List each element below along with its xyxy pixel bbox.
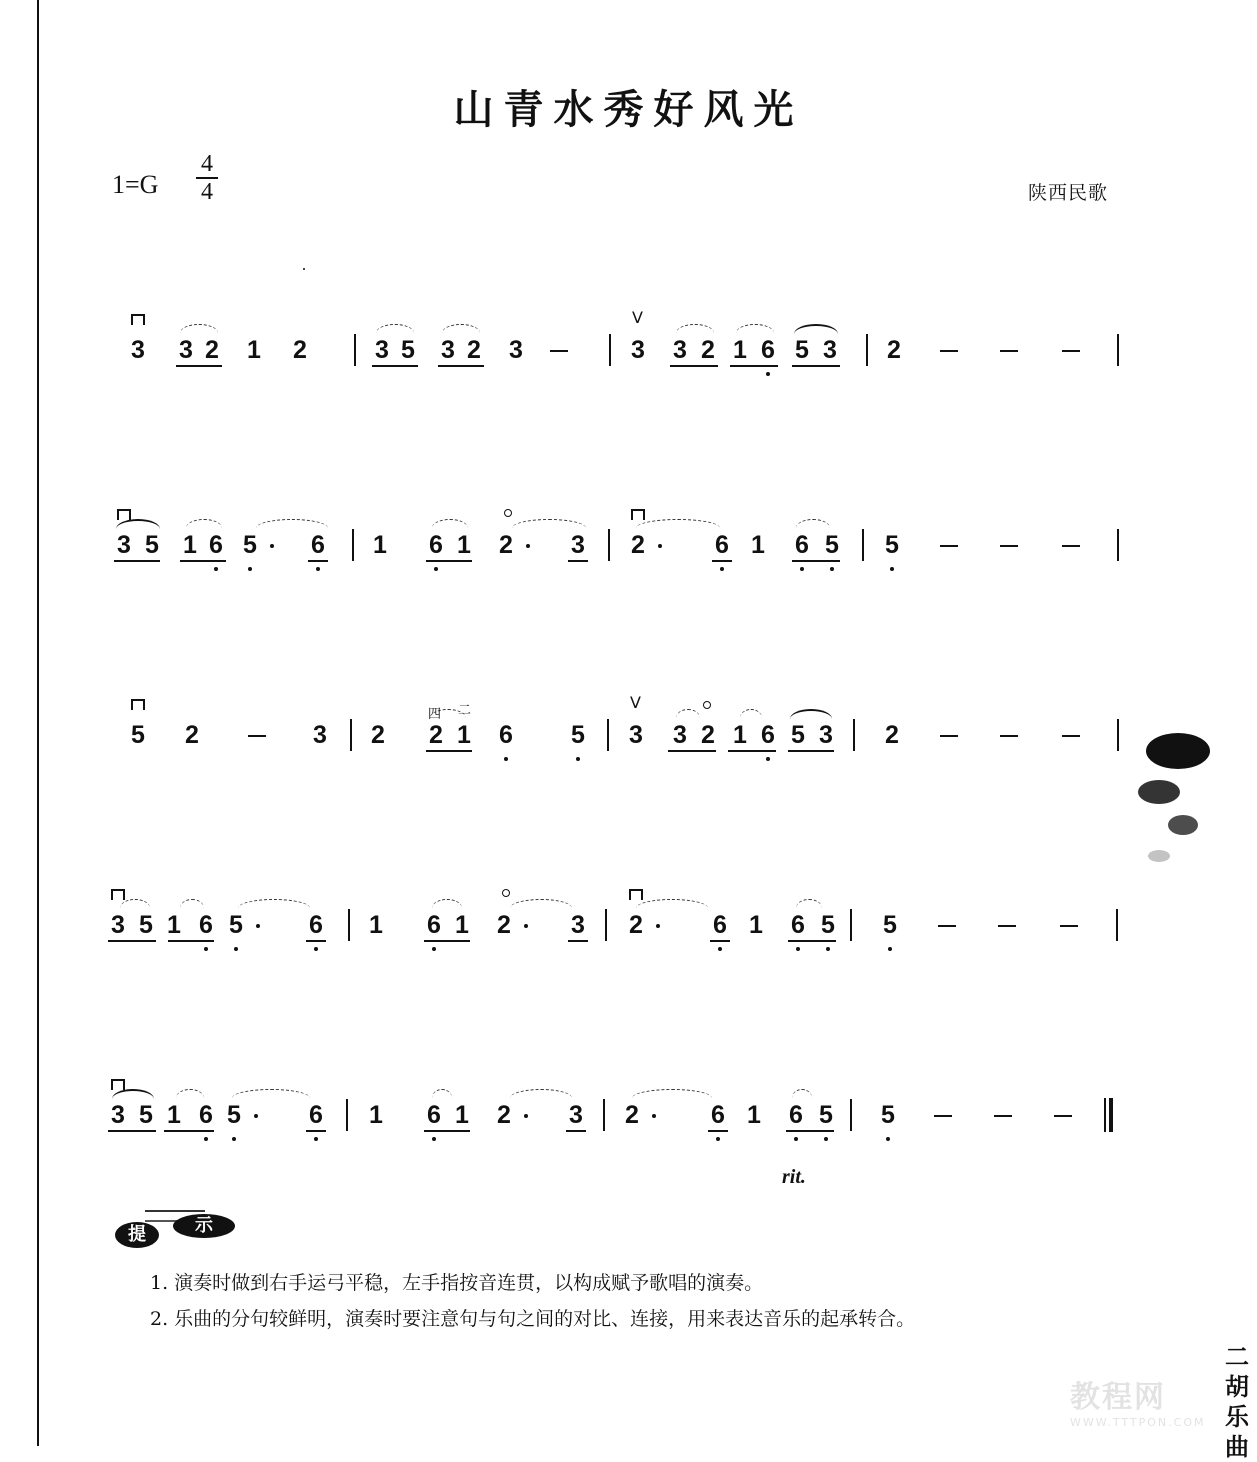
lower-octave-dot <box>830 567 834 571</box>
final-double-barline <box>1104 1098 1114 1132</box>
eighth-underline <box>566 1130 586 1132</box>
slur <box>510 899 572 908</box>
barline <box>1117 334 1119 366</box>
phrase-arc-arrow <box>790 709 832 719</box>
harmonic-circle-icon <box>504 509 512 517</box>
note: 3 <box>131 336 145 364</box>
extension-dash <box>1062 350 1080 352</box>
extension-dash <box>1000 350 1018 352</box>
slur <box>636 899 708 908</box>
lower-octave-dot <box>824 1137 828 1141</box>
slur <box>796 899 822 908</box>
note: 6 <box>789 1101 803 1129</box>
note: 5 <box>227 1101 241 1129</box>
time-signature-top: 4 <box>201 151 213 177</box>
tip-item-1: 1. 演奏时做到右手运弓平稳，左手指按音连贯，以构成赋予歌唱的演奏。 <box>150 1272 764 1294</box>
eighth-underline <box>114 560 160 562</box>
note: 3 <box>571 531 585 559</box>
slur <box>432 519 468 528</box>
barline <box>605 909 607 941</box>
extension-dash <box>940 350 958 352</box>
fingering-mark: 四 <box>428 707 442 722</box>
lower-octave-dot <box>718 947 722 951</box>
phrase-arc-arrow <box>116 519 160 529</box>
extension-dash <box>1060 925 1078 927</box>
note: 6 <box>429 531 443 559</box>
slur <box>238 899 310 908</box>
note: 5 <box>229 911 243 939</box>
note: 1 <box>455 1101 469 1129</box>
eighth-underline <box>164 1130 214 1132</box>
note: 2 <box>293 336 307 364</box>
note: 3 <box>441 336 455 364</box>
down-bow-icon <box>111 1079 125 1090</box>
slur <box>120 899 150 908</box>
watermark-text: 教程网 <box>1070 1380 1166 1415</box>
song-title: 山青水秀好风光 <box>453 86 804 133</box>
note: 2 <box>701 336 715 364</box>
extension-dash <box>1054 1115 1072 1117</box>
lower-octave-dot <box>766 372 770 376</box>
eighth-underline <box>792 560 840 562</box>
note: 6 <box>427 911 441 939</box>
lower-octave-dot <box>720 567 724 571</box>
eighth-underline <box>712 560 732 562</box>
barline <box>850 1099 852 1131</box>
note: 2 <box>429 721 443 749</box>
lower-octave-dot <box>800 567 804 571</box>
slur <box>256 519 328 528</box>
note: 1 <box>455 911 469 939</box>
extension-dash <box>994 1115 1012 1117</box>
note: 5 <box>883 911 897 939</box>
eighth-underline <box>668 750 716 752</box>
harmonic-circle-icon <box>703 701 711 709</box>
augmentation-dot <box>256 924 260 928</box>
note: 5 <box>881 1101 895 1129</box>
lower-octave-dot <box>886 1137 890 1141</box>
lower-octave-dot <box>826 947 830 951</box>
side-char-3: 乐 <box>1225 1402 1249 1431</box>
lower-octave-dot <box>796 947 800 951</box>
lower-octave-dot <box>234 947 238 951</box>
extension-dash <box>934 1115 952 1117</box>
note: 2 <box>371 721 385 749</box>
eighth-underline <box>108 940 156 942</box>
note: 3 <box>569 1101 583 1129</box>
eighth-underline <box>728 750 776 752</box>
barline <box>850 909 852 941</box>
barline-thick <box>1109 1098 1113 1132</box>
note: 3 <box>629 721 643 749</box>
barline <box>862 529 864 561</box>
extension-dash <box>998 925 1016 927</box>
eighth-underline <box>568 940 588 942</box>
page-edge-line <box>37 0 39 1446</box>
lower-octave-dot <box>888 947 892 951</box>
decor-blob-tiny <box>1148 850 1170 862</box>
note: 1 <box>733 721 747 749</box>
note: 2 <box>885 721 899 749</box>
note: 5 <box>571 721 585 749</box>
note: 1 <box>373 531 387 559</box>
note: 6 <box>791 911 805 939</box>
side-vertical-label <box>1224 1342 1250 1462</box>
note: 1 <box>747 1101 761 1129</box>
note: 3 <box>631 336 645 364</box>
eighth-underline <box>372 365 418 367</box>
barline <box>853 719 855 751</box>
slur <box>512 519 586 528</box>
note: 1 <box>733 336 747 364</box>
note: 6 <box>795 531 809 559</box>
eighth-underline <box>710 940 730 942</box>
note: 3 <box>313 721 327 749</box>
note: 1 <box>369 911 383 939</box>
extension-dash <box>248 735 266 737</box>
eighth-underline <box>424 1130 470 1132</box>
down-bow-icon <box>117 509 131 520</box>
note: 6 <box>713 911 727 939</box>
note: 5 <box>401 336 415 364</box>
eighth-underline <box>568 560 588 562</box>
barline <box>1116 909 1118 941</box>
note: 6 <box>715 531 729 559</box>
slur <box>180 899 204 908</box>
slur <box>736 324 774 333</box>
composer-label: 陕西民歌 <box>1028 182 1109 204</box>
barline <box>350 719 352 751</box>
harmonic-circle-icon <box>502 889 510 897</box>
eighth-underline <box>786 1130 834 1132</box>
lower-octave-dot <box>314 947 318 951</box>
tips-badge <box>115 1208 240 1248</box>
note: 6 <box>309 1101 323 1129</box>
decor-blob-medium <box>1138 780 1180 804</box>
eighth-underline <box>424 940 470 942</box>
note: 5 <box>791 721 805 749</box>
barline-thin <box>1104 1098 1106 1132</box>
augmentation-dot <box>254 1114 258 1118</box>
lower-octave-dot <box>432 1137 436 1141</box>
extension-dash <box>1000 545 1018 547</box>
note: 5 <box>131 721 145 749</box>
tip-item-2: 2. 乐曲的分句较鲜明，演奏时要注意句与句之间的对比、连接，用来表达音乐的起承转合。 <box>150 1308 916 1330</box>
note: 6 <box>499 721 513 749</box>
note: 2 <box>629 911 643 939</box>
eighth-underline <box>180 560 226 562</box>
note: 3 <box>673 336 687 364</box>
lower-octave-dot <box>794 1137 798 1141</box>
ritardando-marking: rit. <box>782 1166 806 1188</box>
lower-octave-dot <box>248 567 252 571</box>
note: 3 <box>111 1101 125 1129</box>
augmentation-dot <box>270 544 274 548</box>
lower-octave-dot <box>214 567 218 571</box>
note: 2 <box>887 336 901 364</box>
note: 1 <box>369 1101 383 1129</box>
barline <box>352 529 354 561</box>
barline <box>609 334 611 366</box>
slur <box>740 709 762 718</box>
note: 6 <box>711 1101 725 1129</box>
note: 2 <box>497 911 511 939</box>
phrase-arc-arrow <box>794 324 838 334</box>
eighth-underline <box>708 1130 728 1132</box>
key-signature: 1=G <box>112 170 159 199</box>
lower-octave-dot <box>314 1137 318 1141</box>
slur <box>180 324 218 333</box>
note: 2 <box>497 1101 511 1129</box>
note: 1 <box>167 911 181 939</box>
note: 6 <box>309 911 323 939</box>
eighth-underline <box>426 560 472 562</box>
note: 1 <box>457 721 471 749</box>
note: 2 <box>467 336 481 364</box>
side-char-2: 胡 <box>1225 1372 1249 1401</box>
slur <box>232 1089 310 1098</box>
note: 1 <box>751 531 765 559</box>
up-bow-icon: V <box>630 693 641 712</box>
augmentation-dot <box>524 1114 528 1118</box>
side-char-1: 二 <box>1225 1342 1249 1371</box>
extension-dash <box>1062 545 1080 547</box>
extension-dash <box>940 545 958 547</box>
barline <box>348 909 350 941</box>
down-bow-icon <box>111 889 125 900</box>
note: 5 <box>139 911 153 939</box>
note: 2 <box>625 1101 639 1129</box>
barline <box>603 1099 605 1131</box>
watermark-url: WWW.TTTPON.COM <box>1070 1416 1206 1429</box>
slur <box>510 1089 572 1098</box>
lower-octave-dot <box>716 1137 720 1141</box>
slur <box>636 519 720 528</box>
augmentation-dot <box>652 1114 656 1118</box>
note: 5 <box>825 531 839 559</box>
note: 6 <box>427 1101 441 1129</box>
note: 5 <box>139 1101 153 1129</box>
note: 5 <box>145 531 159 559</box>
eighth-underline <box>730 365 778 367</box>
note: 5 <box>819 1101 833 1129</box>
slur <box>632 1089 712 1098</box>
decor-blob-small <box>1168 815 1198 835</box>
fingering-mark: 二 <box>458 703 472 718</box>
note: 3 <box>117 531 131 559</box>
eighth-underline <box>438 365 484 367</box>
eighth-underline <box>108 1130 156 1132</box>
eighth-underline <box>176 365 222 367</box>
note: 3 <box>111 911 125 939</box>
eighth-underline <box>306 1130 326 1132</box>
eighth-underline <box>792 365 840 367</box>
slur <box>376 324 414 333</box>
lower-octave-dot <box>232 1137 236 1141</box>
lower-octave-dot <box>890 567 894 571</box>
barline <box>866 334 868 366</box>
extension-dash <box>550 350 568 352</box>
watermark <box>1070 1372 1205 1429</box>
note: 3 <box>571 911 585 939</box>
eighth-underline <box>308 560 328 562</box>
note: 1 <box>183 531 197 559</box>
eighth-underline <box>306 940 326 942</box>
barline <box>346 1099 348 1131</box>
augmentation-dot <box>656 924 660 928</box>
note: 2 <box>701 721 715 749</box>
slur <box>676 324 714 333</box>
augmentation-dot <box>658 544 662 548</box>
note: 5 <box>243 531 257 559</box>
note: 6 <box>311 531 325 559</box>
slur <box>432 899 462 908</box>
down-bow-icon <box>631 509 645 520</box>
note: 5 <box>795 336 809 364</box>
barline <box>608 529 610 561</box>
badge-char-2: 示 <box>173 1214 235 1238</box>
slur <box>186 519 222 528</box>
lower-octave-dot <box>204 947 208 951</box>
eighth-underline <box>788 940 836 942</box>
note: 6 <box>761 336 775 364</box>
slur <box>676 709 700 718</box>
lower-octave-dot <box>504 757 508 761</box>
slur <box>442 324 480 333</box>
extension-dash <box>1000 735 1018 737</box>
note: 3 <box>179 336 193 364</box>
slur <box>792 1089 812 1098</box>
lower-octave-dot <box>204 1137 208 1141</box>
down-bow-icon <box>131 314 145 325</box>
lower-octave-dot <box>432 947 436 951</box>
phrase-arc-arrow <box>112 1089 154 1099</box>
slur <box>176 1089 204 1098</box>
note: 1 <box>457 531 471 559</box>
slur <box>796 519 830 528</box>
note: 6 <box>199 1101 213 1129</box>
note: 3 <box>375 336 389 364</box>
note: 6 <box>199 911 213 939</box>
eighth-underline <box>168 940 214 942</box>
note: 3 <box>819 721 833 749</box>
time-signature-bottom: 4 <box>201 179 213 205</box>
extension-dash <box>940 735 958 737</box>
note: 3 <box>509 336 523 364</box>
note: 3 <box>673 721 687 749</box>
note: 3 <box>823 336 837 364</box>
eighth-underline <box>670 365 718 367</box>
down-bow-icon <box>131 699 145 710</box>
decor-blob-large <box>1146 733 1210 769</box>
barline <box>354 334 356 366</box>
down-bow-icon <box>629 889 643 900</box>
note: 1 <box>167 1101 181 1129</box>
eighth-underline <box>788 750 834 752</box>
note: 2 <box>499 531 513 559</box>
note: 2 <box>631 531 645 559</box>
note: 5 <box>885 531 899 559</box>
side-char-4: 曲 <box>1225 1432 1249 1461</box>
up-bow-icon: V <box>632 308 643 327</box>
note: 5 <box>821 911 835 939</box>
note: 2 <box>185 721 199 749</box>
note: 1 <box>247 336 261 364</box>
lower-octave-dot <box>316 567 320 571</box>
note: 6 <box>761 721 775 749</box>
time-signature <box>196 152 218 204</box>
note: 2 <box>205 336 219 364</box>
badge-char-1: 提 <box>115 1222 159 1248</box>
slur <box>432 1089 452 1098</box>
stray-dot <box>303 268 305 270</box>
augmentation-dot <box>526 544 530 548</box>
lower-octave-dot <box>766 757 770 761</box>
augmentation-dot <box>524 924 528 928</box>
barline <box>607 719 609 751</box>
barline <box>1117 529 1119 561</box>
eighth-underline <box>426 750 472 752</box>
lower-octave-dot <box>434 567 438 571</box>
note: 6 <box>209 531 223 559</box>
extension-dash <box>1062 735 1080 737</box>
extension-dash <box>938 925 956 927</box>
note: 1 <box>749 911 763 939</box>
lower-octave-dot <box>576 757 580 761</box>
barline <box>1117 719 1119 751</box>
